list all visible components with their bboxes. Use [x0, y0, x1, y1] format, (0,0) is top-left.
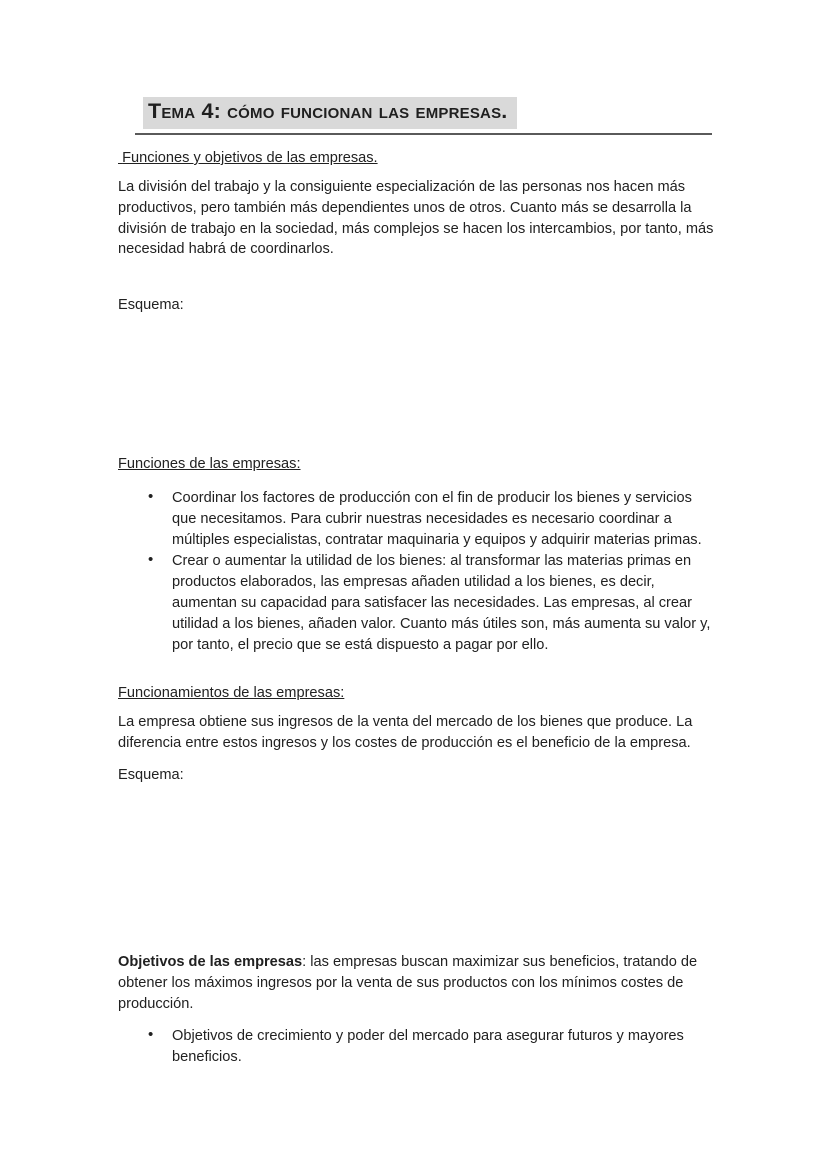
document-title: Tema 4: cómo funcionan las empresas.: [143, 97, 517, 129]
subheading-funciones-objetivos: Funciones y objetivos de las empresas.: [118, 150, 378, 166]
list-item: • Coordinar los factores de producción con el fin de producir los bienes y servicios que necesitamos. Para cubrir nuestras necesidades es necesario coordinar a múltiples especialistas, contratar maquinaria y equipos y adquirir materias primas.: [172, 488, 714, 550]
title-underline-rule: [135, 133, 712, 135]
list-item: • Crear o aumentar la utilidad de los bienes: al transformar las materias primas en productos elaborados, las empresas añaden utilidad a los bienes, es decir, aumentan su capacidad para satisfacer las necesidades. Las empresas, al crear utilidad a los bienes, añaden valor. Cuanto más útiles son, más aumenta su valor y, por tanto, el precio que se está dispuesto a pagar por ello.: [172, 551, 714, 655]
document-title-wrap: [143, 97, 517, 129]
list-item: • Objetivos de crecimiento y poder del mercado para asegurar futuros y mayores beneficios.: [172, 1026, 714, 1068]
objetivos-rest-text: : las empresas buscan maximizar sus beneficios, tratando de obtener los máximos ingresos por la venta de sus productos con los mínimos costes de producción.: [118, 954, 698, 1012]
funciones-bullet-list: [118, 488, 714, 656]
heading-funcionamientos: Funcionamientos de las empresas:: [118, 685, 345, 701]
intro-paragraph: La división del trabajo y la consiguiente especialización de las personas nos hacen más productivos, pero también más dependientes unos de otros. Cuanto más se desarrolla la división de trabajo en la sociedad, más complejos se hacen los intercambios, por tanto, más necesidad habrá de coordinarlos.: [118, 179, 714, 258]
esquema-label-1: Esquema:: [118, 297, 184, 313]
esquema-label-2: Esquema:: [118, 767, 184, 783]
objetivos-bullet-list: [118, 1026, 714, 1069]
heading-funciones: Funciones de las empresas:: [118, 456, 301, 472]
funcionamientos-paragraph: La empresa obtiene sus ingresos de la venta del mercado de los bienes que produce. La diferencia entre estos ingresos y los costes de producción es el beneficio de la empresa.: [118, 714, 693, 751]
objetivos-paragraph: [118, 952, 714, 1014]
objetivos-lead-text: Objetivos de las empresas: [118, 954, 303, 970]
